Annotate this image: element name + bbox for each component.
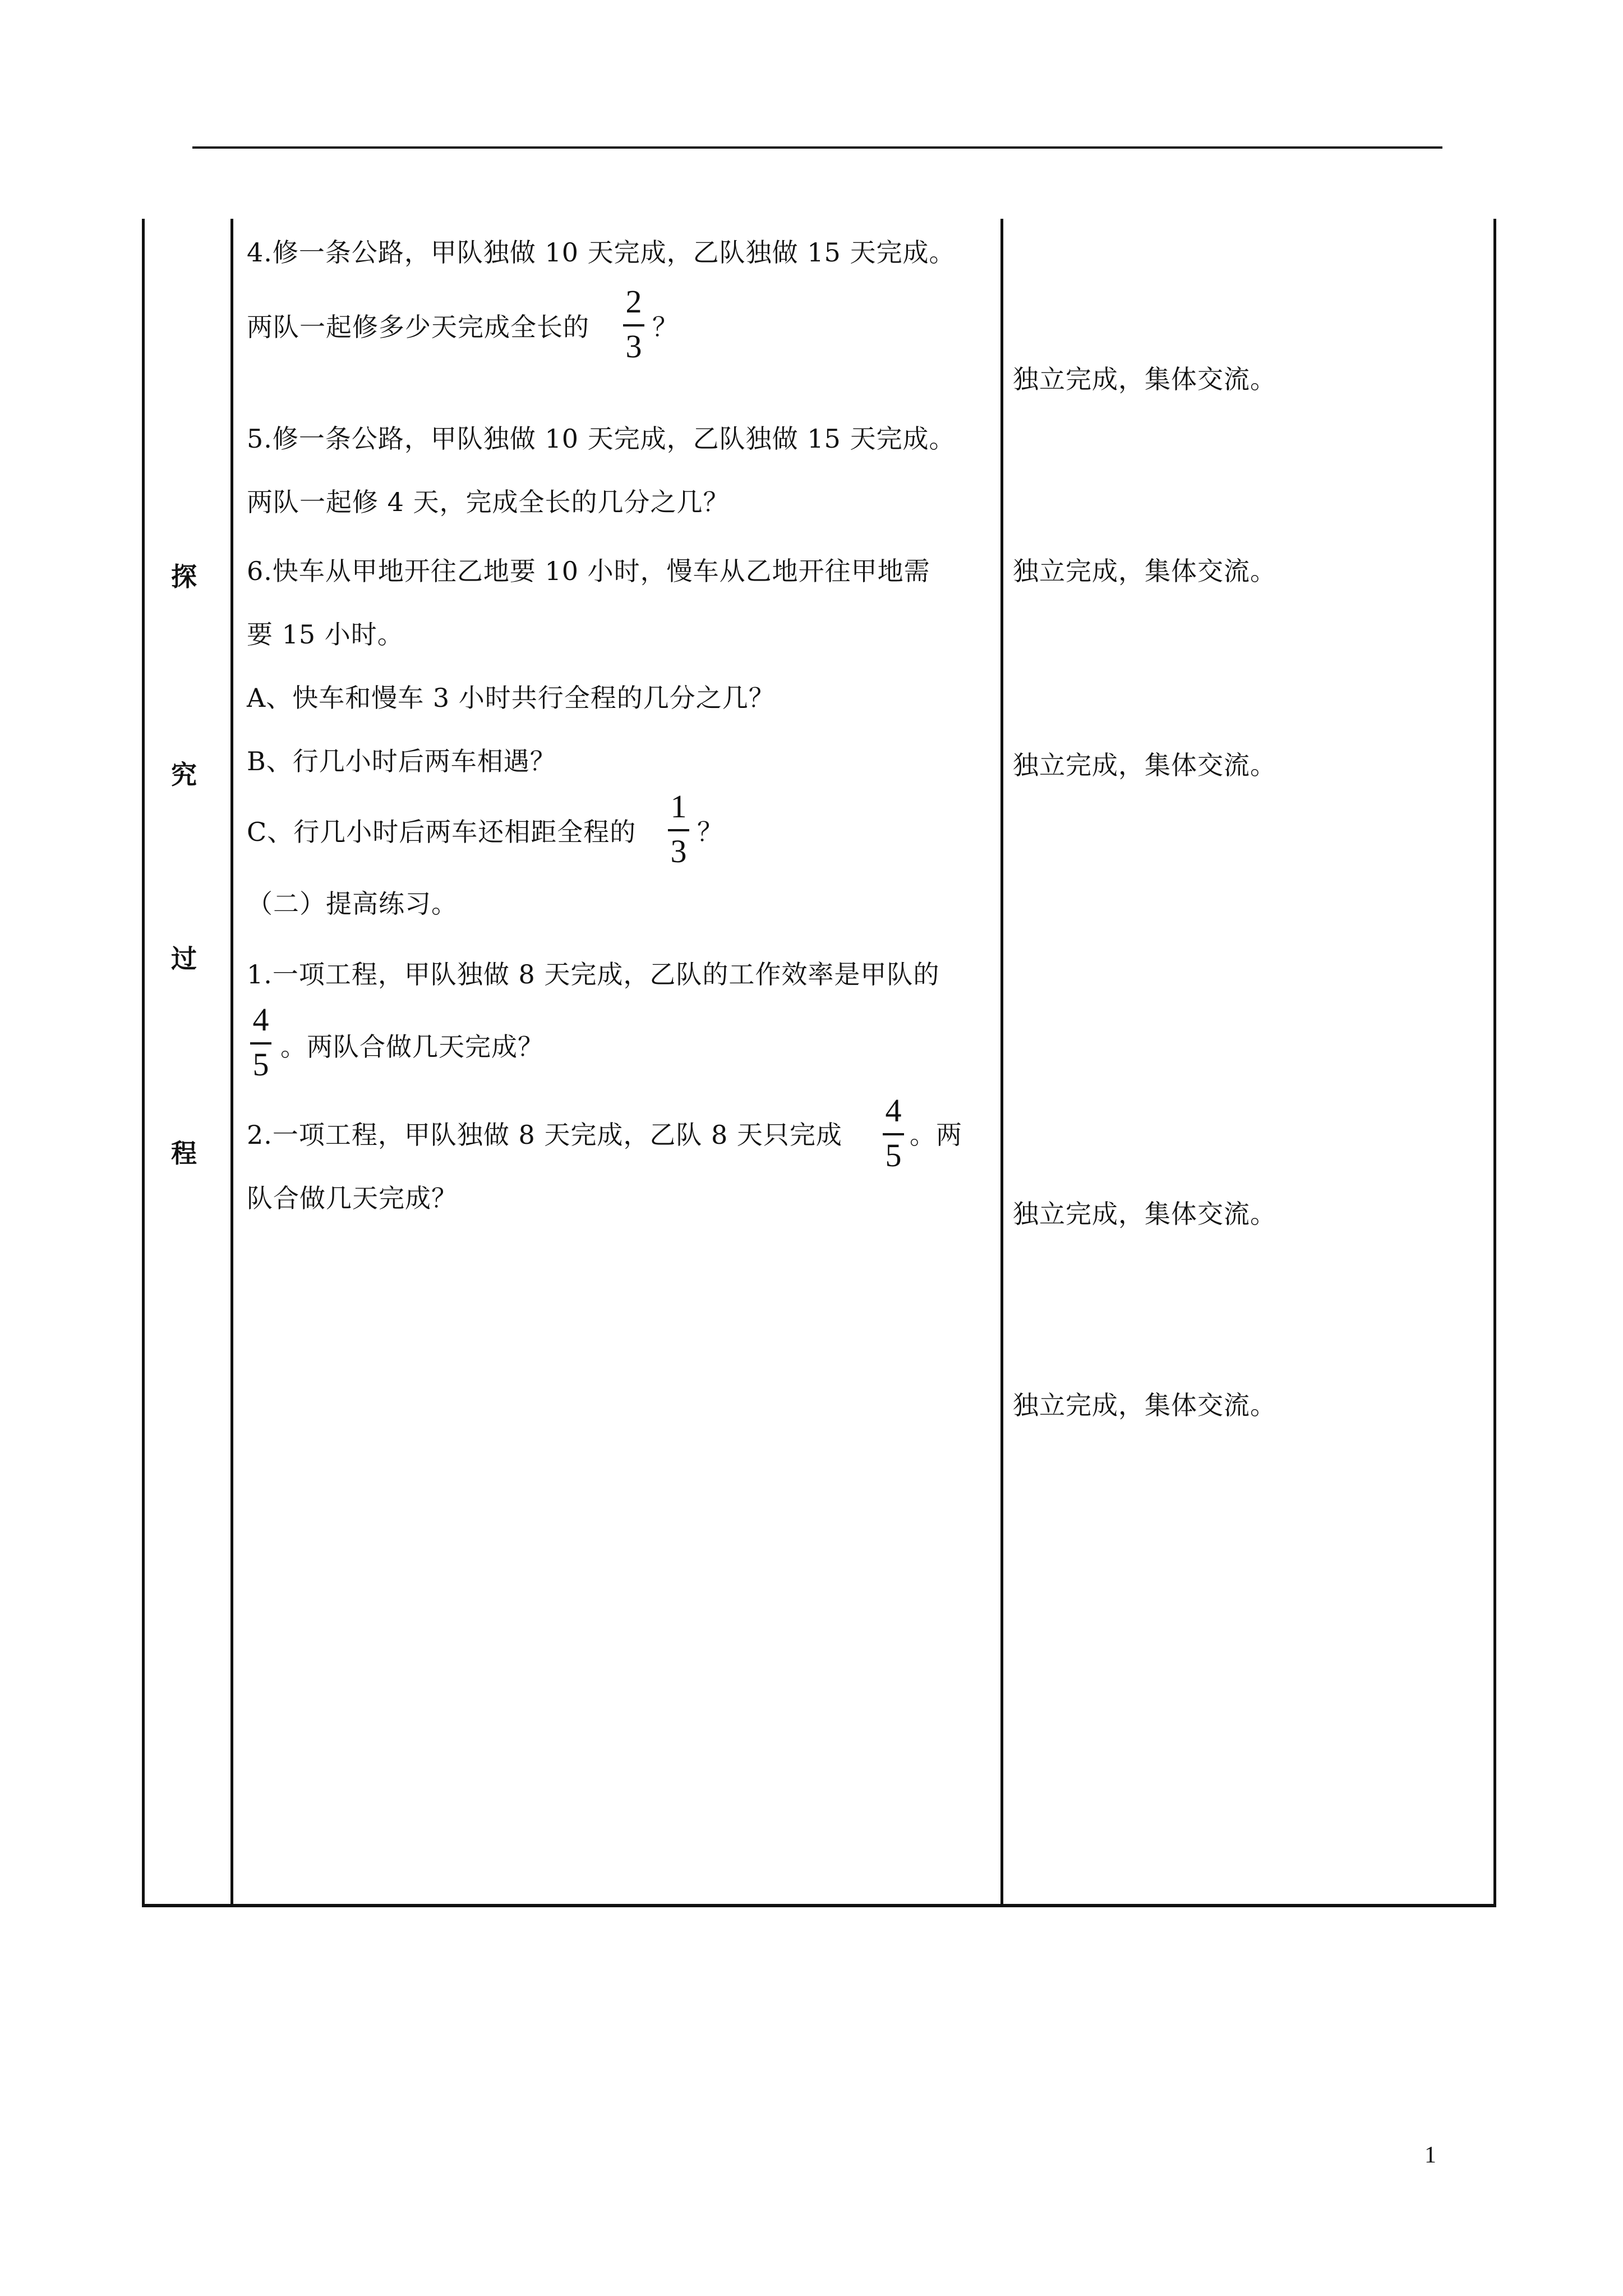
table-border-right — [1493, 219, 1496, 1906]
problem-6-c-question-mark: ？ — [697, 817, 723, 847]
fraction-bar — [883, 1133, 904, 1135]
fraction-numerator: 4 — [885, 1092, 902, 1129]
note-1: 独立完成，集体交流。 — [1013, 364, 1276, 394]
table-border-col2 — [1000, 219, 1003, 1906]
note-5: 独立完成，集体交流。 — [1013, 1390, 1276, 1420]
fraction-bar — [250, 1042, 271, 1045]
side-label-1: 探 — [171, 562, 197, 592]
side-label-2: 究 — [171, 760, 197, 790]
side-label-3: 过 — [171, 944, 197, 974]
side-label-4: 程 — [171, 1138, 197, 1168]
note-2: 独立完成，集体交流。 — [1013, 556, 1276, 586]
problem-5-line-1: 5.修一条公路，甲队独做 10 天完成，乙队独做 15 天完成。 — [247, 424, 956, 454]
fraction-numerator: 2 — [625, 283, 642, 320]
problem-6-line-1: 6.快车从甲地开往乙地要 10 小时，慢车从乙地开往甲地需 — [247, 556, 930, 586]
problem-4-line-2 — [247, 311, 589, 343]
note-4: 独立完成，集体交流。 — [1013, 1199, 1276, 1229]
problem-6-part-b: B、行几小时后两车相遇？ — [247, 746, 556, 776]
problem-4-text: 两队一起修多少天完成全长的 — [247, 312, 589, 342]
page-number: 1 — [1424, 2142, 1436, 2168]
table-border-left — [142, 219, 145, 1906]
question-2-line-1: 2.一项工程，甲队独做 8 天完成，乙队 8 天只完成 — [247, 1120, 842, 1150]
problem-5-line-2: 两队一起修 4 天，完成全长的几分之几？ — [247, 487, 730, 517]
fraction-denominator: 3 — [670, 833, 687, 869]
problem-4-line-1: 4.修一条公路，甲队独做 10 天完成，乙队独做 15 天完成。 — [247, 237, 956, 268]
problem-6-part-c: C、行几小时后两车还相距全程的 — [247, 817, 637, 847]
header-rule — [192, 146, 1442, 149]
fraction-numerator: 4 — [252, 1001, 269, 1038]
table-border-bottom — [142, 1904, 1496, 1907]
fraction-numerator: 1 — [670, 788, 687, 825]
fraction-denominator: 3 — [625, 328, 642, 365]
fraction-denominator: 5 — [252, 1046, 269, 1083]
fraction-denominator: 5 — [885, 1137, 902, 1174]
fraction-bar — [623, 324, 644, 326]
question-1-line-1: 1.一项工程，甲队独做 8 天完成，乙队的工作效率是甲队的 — [247, 959, 940, 990]
table-border-col1 — [230, 219, 233, 1906]
question-2-line-1-tail: 。两 — [910, 1120, 962, 1150]
question-2-line-2: 队合做几天完成？ — [247, 1183, 458, 1213]
note-3: 独立完成，集体交流。 — [1013, 750, 1276, 780]
question-1-line-2: 。两队合做几天完成？ — [280, 1032, 544, 1062]
problem-6-line-2: 要 15 小时。 — [247, 619, 404, 650]
problem-4-question-mark: ？ — [652, 312, 679, 342]
fraction-bar — [668, 829, 689, 831]
problem-6-part-a: A、快车和慢车 3 小时共行全程的几分之几？ — [247, 683, 775, 713]
section-heading-advanced-practice: （二）提高练习。 — [247, 889, 458, 919]
